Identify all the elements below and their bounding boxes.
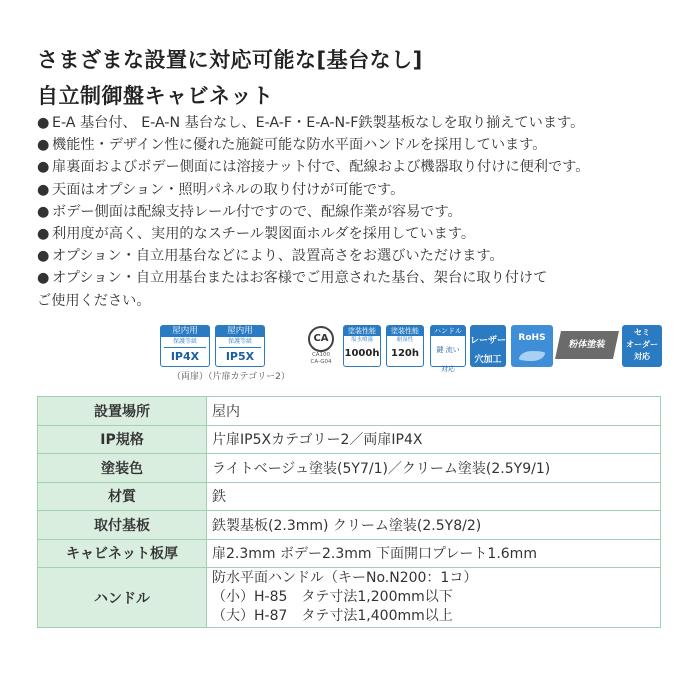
list-item <box>37 112 677 134</box>
list-item <box>37 201 677 223</box>
list-item-text: オプション・自立用基台などにより、設置高さをお選びいただけます。 <box>52 248 504 265</box>
feature-badges <box>160 325 665 381</box>
spec-value: 片扉IP5Xカテゴリー2／両扉IP4X <box>207 425 661 454</box>
list-item <box>37 179 677 201</box>
handle-badge-line2: 対応 <box>441 365 455 373</box>
page-title-line2: 自立制御盤キャビネット <box>37 84 274 108</box>
list-item-continuation: ご使用ください。 <box>37 292 151 309</box>
list-item-text: 扉裏面およびボデー側面には溶接ナット付で、配線および機器取り付けに便利です。 <box>52 159 590 176</box>
ca-mark: CA <box>308 326 334 352</box>
moisture-value: 120h <box>391 348 419 359</box>
bullet-dot: ● <box>37 137 50 154</box>
salt-spray-value: 1000h <box>344 348 380 359</box>
leaf-icon <box>519 351 545 361</box>
spec-key: 材質 <box>38 482 207 511</box>
spec-key: 設置場所 <box>38 397 207 426</box>
bullet-dot: ● <box>37 181 50 198</box>
rohs-badge <box>511 325 553 367</box>
table-row <box>38 425 661 454</box>
list-item <box>37 267 677 289</box>
page-title-line1: さまざまな設置に対応可能な[基台なし] <box>37 48 423 72</box>
spec-table <box>37 396 661 628</box>
spec-value: 扉2.3mm ボデー2.3mm 下面開口プレート1.6mm <box>207 539 661 568</box>
ca-codes: CA100 CA-G04 <box>310 352 332 365</box>
semi-order-line1: セミ <box>634 328 650 337</box>
laser-badge-line1: レーザー <box>470 336 507 346</box>
handle-badge <box>430 325 466 373</box>
moisture-sub: 耐湿性 <box>396 337 414 343</box>
ca-certification-icon <box>306 325 336 373</box>
table-row <box>38 511 661 540</box>
feature-list <box>37 112 677 310</box>
bullet-dot: ● <box>37 225 50 242</box>
moisture-badge <box>386 325 424 367</box>
spec-key: ハンドル <box>38 568 207 628</box>
spec-key: 取付基板 <box>38 511 207 540</box>
rohs-label: RoHS <box>518 333 546 343</box>
ip5x-badge <box>215 325 265 367</box>
handle-badge-header: ハンドル <box>431 326 465 336</box>
powder-coating-badge: 粉体塗装 <box>555 331 619 359</box>
spec-value: 鉄製基板(2.3mm) クリーム塗装(2.5Y8/2) <box>207 511 661 540</box>
list-item-text: ボデー側面は配線支持レール付ですので、配線作業が容易です。 <box>52 203 462 220</box>
list-item-text: 天面はオプション・照明パネルの取り付けが可能です。 <box>52 181 405 198</box>
list-item <box>37 134 677 156</box>
handle-badge-line1: 鍵 流い <box>436 346 460 354</box>
list-item-text: E-A 基台付、 E-A-N 基台なし、E-A-F・E-A-N-F鉄製基板なしを取り揃えています。 <box>52 115 585 131</box>
handle-spec-line: （小）H-85 タテ寸法1,200mm以下 <box>212 589 453 605</box>
salt-spray-sub: 塩水噴霧 <box>350 337 373 343</box>
list-item-text: オプション・自立用基台またはお客様でご用意された基台、架台に取り付けて <box>52 270 548 287</box>
ip4x-badge-value: IP4X <box>164 347 206 365</box>
table-row <box>38 568 661 628</box>
bullet-dot: ● <box>37 203 50 220</box>
bullet-dot: ● <box>37 248 50 265</box>
table-row <box>38 397 661 426</box>
handle-spec-line: 防水平面ハンドル（キーNo.N200：1コ） <box>212 570 478 586</box>
salt-spray-badge <box>343 325 381 367</box>
semi-order-line2: オーダー <box>626 340 658 349</box>
ip5x-badge-header: 屋内用 <box>216 326 264 337</box>
spec-key: キャビネット板厚 <box>38 539 207 568</box>
moisture-header: 塗装性能 <box>387 326 423 336</box>
list-item <box>37 156 677 178</box>
spec-value: ライトベージュ塗装(5Y7/1)／クリーム塗装(2.5Y9/1) <box>207 454 661 483</box>
laser-badge-line2: 穴加工 <box>474 355 502 365</box>
bullet-dot: ● <box>37 115 50 131</box>
list-item <box>37 223 677 245</box>
bullet-dot: ● <box>37 159 50 176</box>
handle-spec-line: （大）H-87 タテ寸法1,400mm以上 <box>212 608 453 624</box>
spec-key: IP規格 <box>38 425 207 454</box>
spec-value: 鉄 <box>207 482 661 511</box>
list-item <box>37 245 677 267</box>
ip5x-badge-value: IP5X <box>219 347 261 365</box>
semi-order-line3: 対応 <box>634 352 650 361</box>
semi-order-badge <box>622 325 662 367</box>
table-row <box>38 539 661 568</box>
table-row <box>38 482 661 511</box>
ip4x-badge-sub: 保護等級 <box>172 338 197 345</box>
spec-key: 塗装色 <box>38 454 207 483</box>
table-row <box>38 454 661 483</box>
list-item-text: 利用度が高く、実用的なスチール製図面ホルダを採用しています。 <box>52 225 476 242</box>
laser-badge <box>470 325 506 367</box>
spec-value: 屋内 <box>207 397 661 426</box>
ip4x-badge-header: 屋内用 <box>161 326 209 337</box>
salt-spray-header: 塗装性能 <box>344 326 380 336</box>
ip5x-badge-sub: 保護等級 <box>227 338 252 345</box>
bullet-dot: ● <box>37 270 50 287</box>
list-item-text: 機能性・デザイン性に優れた施錠可能な防水平面ハンドルを採用しています。 <box>52 137 547 154</box>
ip-badge-caption: （両扉）（片扉カテゴリー2） <box>172 372 290 382</box>
spec-value-multiline <box>207 568 661 628</box>
ip4x-badge <box>160 325 210 367</box>
